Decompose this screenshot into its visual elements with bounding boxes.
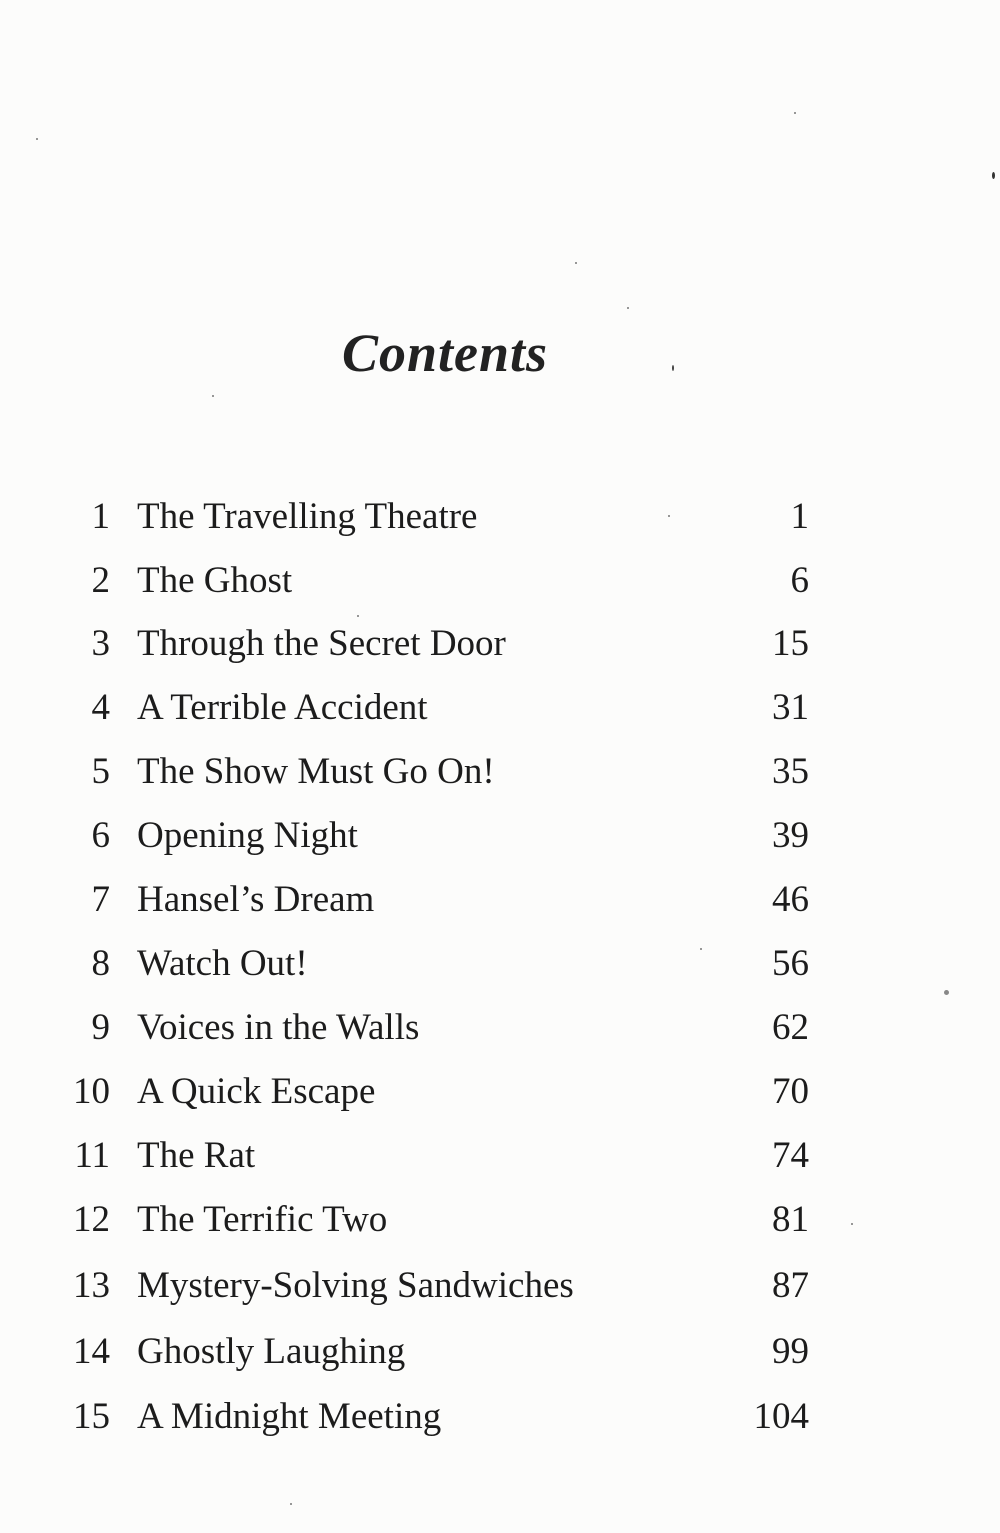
toc-entry <box>0 996 1000 1060</box>
page-number: 62 <box>772 1007 809 1048</box>
chapter-number: 6 <box>91 815 110 856</box>
chapter-title: Ghostly Laughing <box>137 1331 406 1372</box>
page-number: 104 <box>753 1396 809 1437</box>
page-number: 15 <box>772 623 809 664</box>
toc-entry <box>0 485 1000 549</box>
chapter-title: The Terrific Two <box>137 1199 388 1240</box>
page-number: 39 <box>772 815 809 856</box>
chapter-title: A Terrible Accident <box>137 687 428 728</box>
page-number: 35 <box>772 751 809 792</box>
chapter-title: Through the Secret Door <box>137 623 506 664</box>
chapter-title: The Rat <box>137 1135 256 1176</box>
chapter-title: A Quick Escape <box>137 1071 376 1112</box>
page-number: 46 <box>772 879 809 920</box>
chapter-number: 11 <box>74 1135 110 1176</box>
scan-speck <box>627 307 629 309</box>
toc-entry <box>0 549 1000 613</box>
page-number: 81 <box>772 1199 809 1240</box>
chapter-number: 1 <box>91 496 110 537</box>
page-number: 6 <box>790 560 809 601</box>
scan-speck <box>357 615 359 617</box>
toc-entry <box>0 1124 1000 1188</box>
chapter-title: Hansel’s Dream <box>137 879 375 920</box>
chapter-title: Watch Out! <box>137 943 308 984</box>
toc-entry <box>0 868 1000 932</box>
toc-entry <box>0 676 1000 740</box>
chapter-number: 10 <box>73 1071 110 1112</box>
toc-entry <box>0 1188 1000 1252</box>
chapter-title: A Midnight Meeting <box>137 1396 442 1437</box>
chapter-number: 3 <box>91 623 110 664</box>
chapter-number: 8 <box>91 943 110 984</box>
chapter-number: 7 <box>91 879 110 920</box>
scan-speck <box>992 172 995 179</box>
scan-speck <box>851 1223 853 1225</box>
chapter-title: Mystery-Solving Sandwiches <box>137 1265 574 1306</box>
scan-speck <box>212 395 214 397</box>
page-number: 56 <box>772 943 809 984</box>
page-number: 1 <box>790 496 809 537</box>
toc-entry <box>0 612 1000 676</box>
chapter-number: 9 <box>91 1007 110 1048</box>
chapter-number: 5 <box>91 751 110 792</box>
page-number: 31 <box>772 687 809 728</box>
page-number: 99 <box>772 1331 809 1372</box>
scan-speck <box>794 112 796 114</box>
chapter-title: Opening Night <box>137 815 358 856</box>
scan-speck <box>668 515 670 517</box>
toc-entry <box>0 740 1000 804</box>
toc-entry <box>0 1320 1000 1384</box>
toc-entry <box>0 1385 1000 1449</box>
toc-entry <box>0 1254 1000 1318</box>
scan-speck <box>36 138 38 140</box>
chapter-number: 12 <box>73 1199 110 1240</box>
toc-entry <box>0 804 1000 868</box>
scan-speck <box>290 1503 292 1505</box>
scan-speck <box>575 262 577 264</box>
scan-speck <box>672 365 674 371</box>
chapter-title: The Ghost <box>137 560 293 601</box>
page-number: 74 <box>772 1135 809 1176</box>
page-number: 87 <box>772 1265 809 1306</box>
toc-entry <box>0 932 1000 996</box>
toc-entry <box>0 1060 1000 1124</box>
chapter-number: 13 <box>73 1265 110 1306</box>
page-number: 70 <box>772 1071 809 1112</box>
scan-speck <box>944 990 949 995</box>
chapter-title: Voices in the Walls <box>137 1007 420 1048</box>
page-title: Contents <box>341 323 549 383</box>
chapter-title: The Travelling Theatre <box>137 496 478 537</box>
chapter-number: 4 <box>91 687 110 728</box>
chapter-number: 14 <box>73 1331 110 1372</box>
chapter-number: 15 <box>73 1396 110 1437</box>
chapter-title: The Show Must Go On! <box>137 751 495 792</box>
chapter-number: 2 <box>91 560 110 601</box>
scan-speck <box>700 948 702 950</box>
